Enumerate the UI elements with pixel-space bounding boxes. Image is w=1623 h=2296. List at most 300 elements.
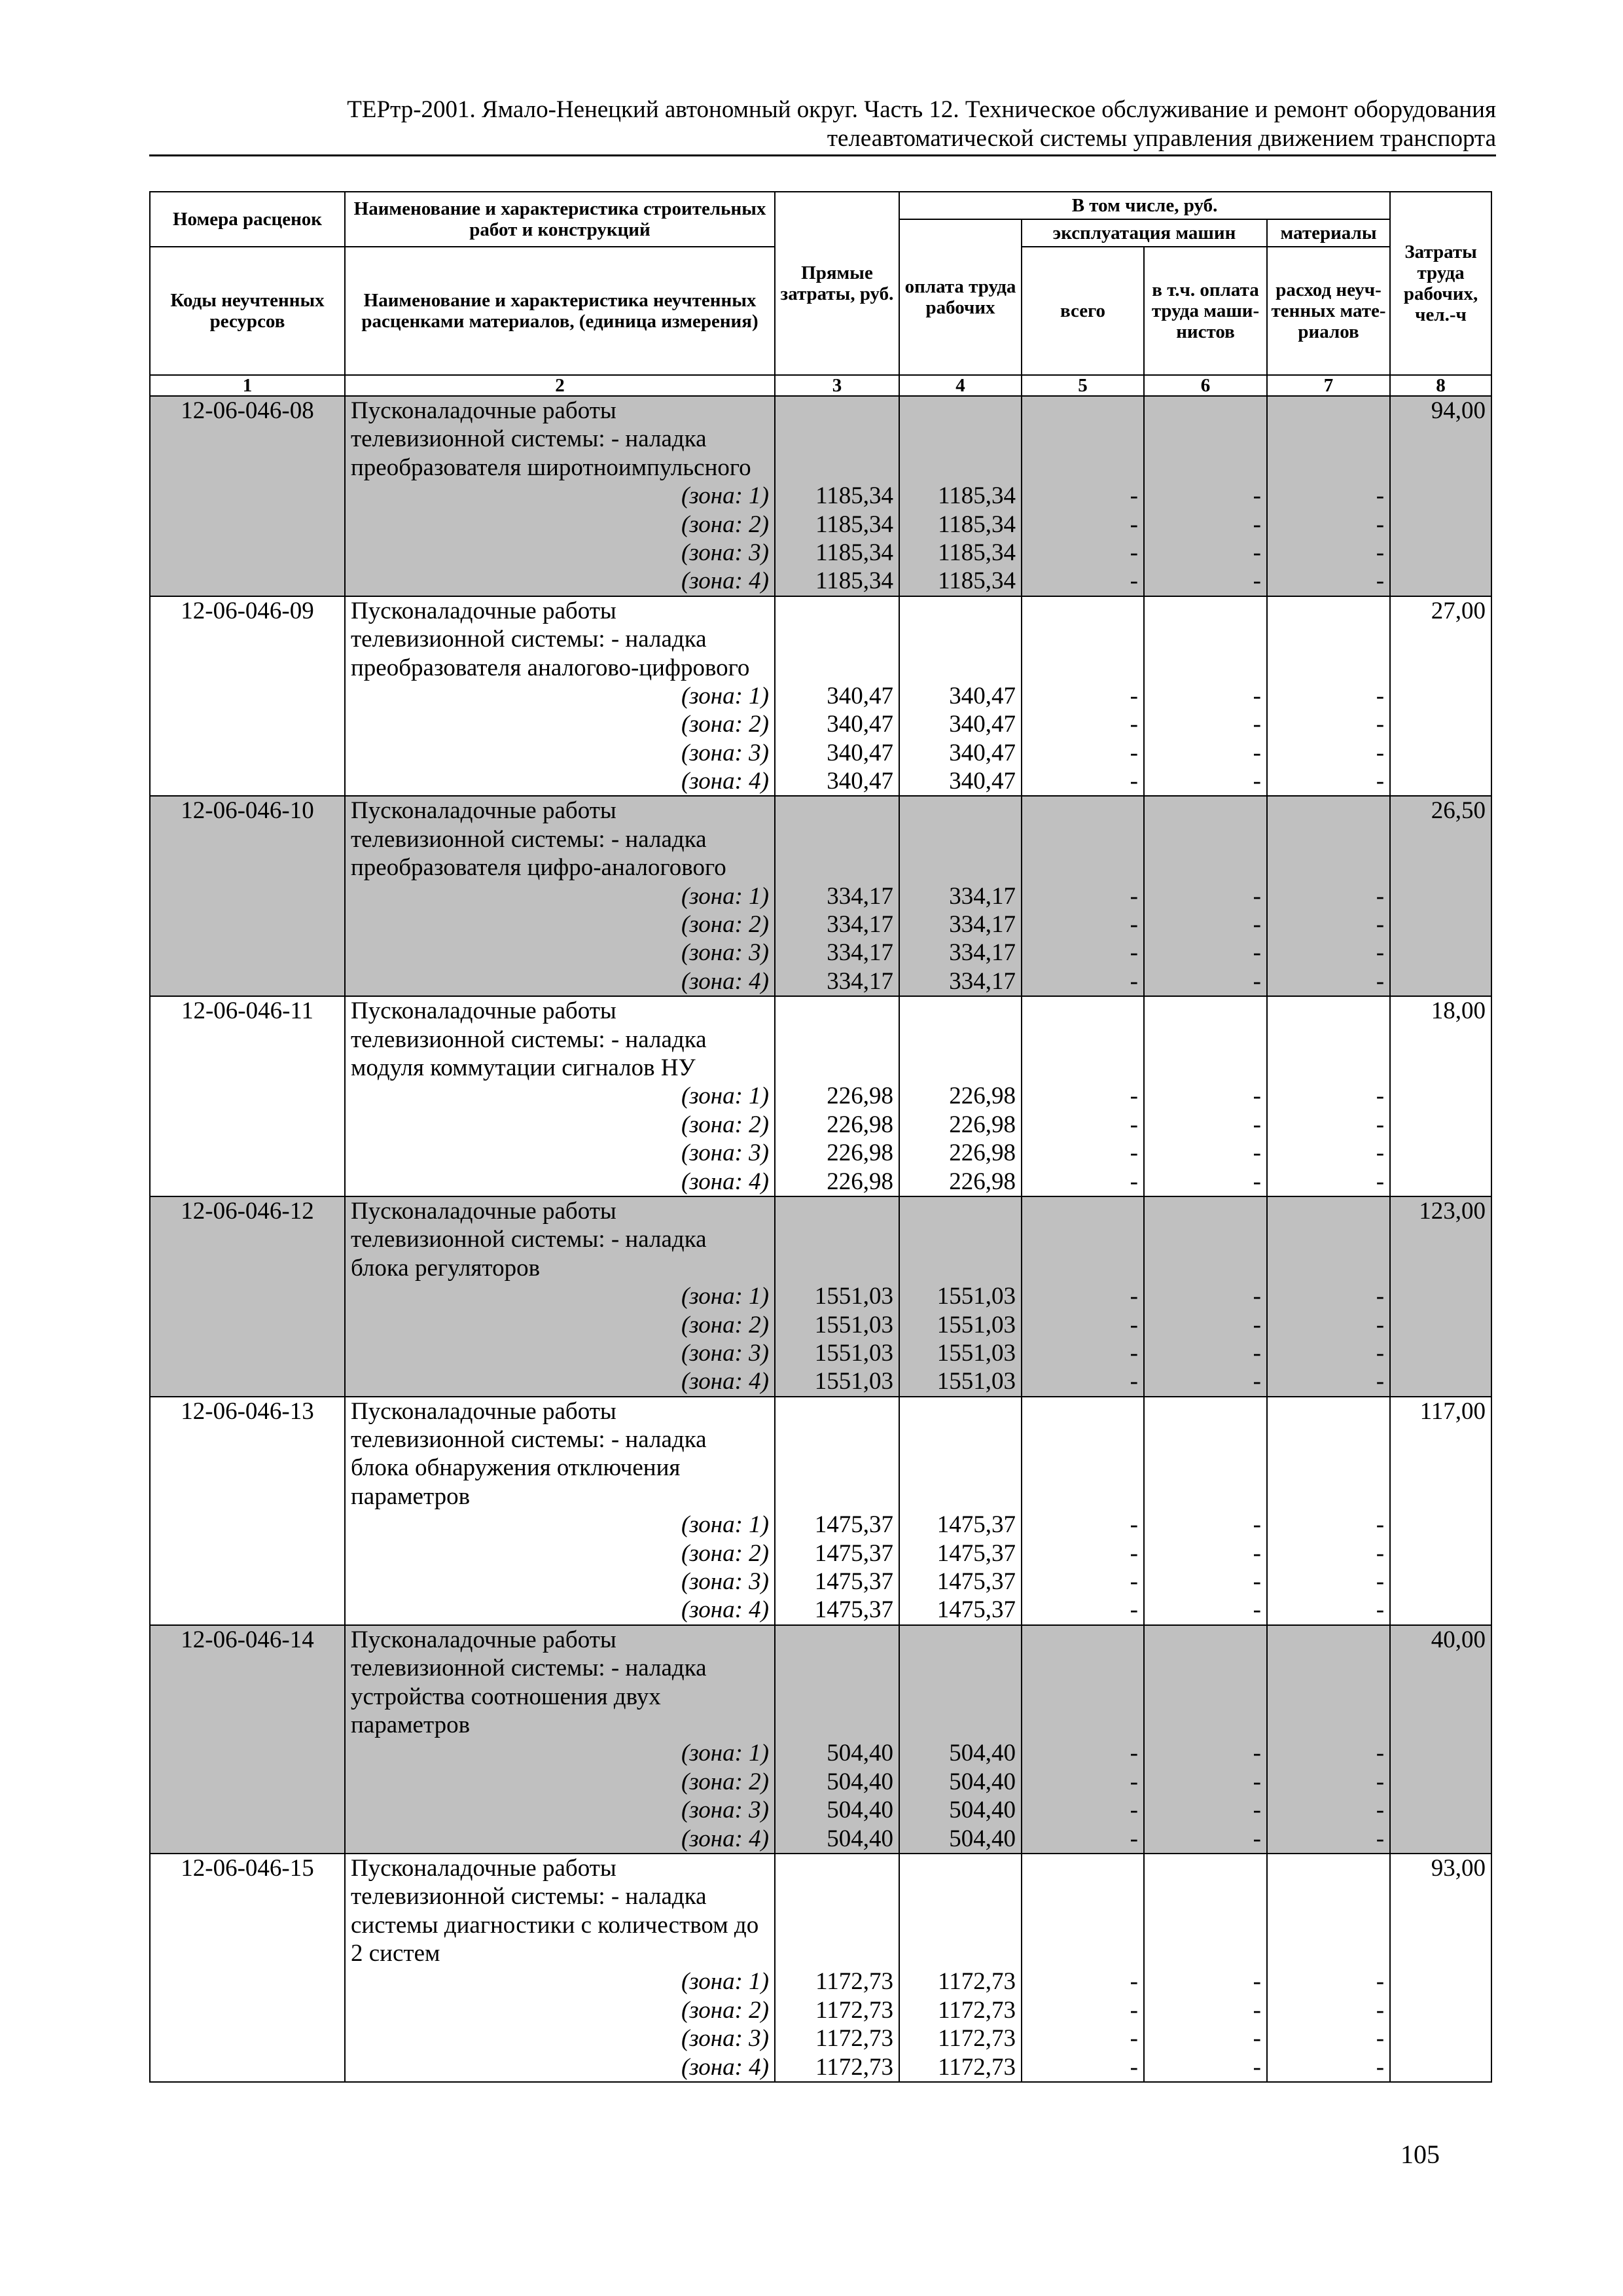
materials-value: -	[1376, 1368, 1385, 1395]
machinist-pay-value: -	[1253, 1311, 1261, 1338]
spacer	[1273, 625, 1384, 653]
header-line-2: телеавтоматической системы управления движением транспорта	[827, 125, 1496, 152]
spacer	[905, 397, 1016, 425]
machine-cost-value: -	[1130, 1996, 1138, 2024]
rate-code: 12-06-046-10	[150, 796, 345, 996]
zone-label: (зона: 1)	[681, 682, 769, 709]
header-unaccounted-materials: расход неуч-тенных мате-риалов	[1267, 247, 1390, 375]
zone-label: (зона: 2)	[681, 511, 769, 538]
direct-cost-value: 504,40	[827, 1768, 893, 1795]
description-line: телевизионной системы: - наладка	[351, 1883, 707, 1910]
spacer	[1273, 1854, 1384, 1882]
direct-cost-value: 334,17	[827, 911, 893, 939]
materials-value: -	[1376, 1596, 1385, 1624]
description-line: Пусконаладочные работы	[351, 1397, 616, 1425]
spacer	[905, 1426, 1016, 1454]
spacer	[1027, 654, 1138, 682]
description-line: преобразователя цифро-аналогового	[351, 854, 726, 882]
direct-cost-value: 226,98	[827, 1139, 893, 1167]
spacer	[1150, 1254, 1261, 1282]
spacer	[905, 1197, 1016, 1225]
spacer	[1273, 1197, 1384, 1225]
spacer	[905, 597, 1016, 625]
machine-cost-values	[1022, 1397, 1144, 1625]
work-description	[345, 596, 775, 797]
spacer	[905, 1939, 1016, 1967]
spacer	[1027, 1026, 1138, 1054]
work-description	[345, 1625, 775, 1854]
machinist-pay-value: -	[1253, 1740, 1261, 1767]
zone-label: (зона: 1)	[681, 1968, 769, 1996]
machine-cost-value: -	[1130, 768, 1138, 795]
spacer	[1027, 1254, 1138, 1282]
materials-value: -	[1376, 1968, 1385, 1996]
machinist-pay-values	[1144, 796, 1267, 996]
worker-pay-value: 1475,37	[936, 1511, 1016, 1539]
direct-cost-value: 1185,34	[815, 511, 893, 538]
worker-pay-values	[899, 1625, 1022, 1854]
description-line: преобразователя аналогово-цифрового	[351, 654, 750, 681]
direct-cost-values	[775, 596, 899, 797]
worker-pay-value: 1551,03	[936, 1311, 1016, 1338]
machine-cost-value: -	[1130, 1797, 1138, 1824]
direct-cost-value: 340,47	[827, 739, 893, 766]
materials-value: -	[1376, 1168, 1385, 1195]
spacer	[1150, 597, 1261, 625]
machine-cost-values	[1022, 1196, 1144, 1397]
spacer	[1273, 597, 1384, 625]
table-row	[150, 396, 1491, 596]
machinist-pay-value: -	[1253, 1339, 1261, 1367]
machine-cost-value: -	[1130, 882, 1138, 910]
table-row	[150, 1854, 1491, 2082]
header-machine-operation: эксплуатация машин	[1022, 219, 1267, 247]
spacer	[781, 797, 893, 825]
zone-label: (зона: 1)	[681, 482, 769, 510]
machine-cost-value: -	[1130, 482, 1138, 510]
zone-label: (зона: 4)	[681, 1168, 769, 1195]
spacer	[781, 1454, 893, 1482]
worker-pay-value: 1475,37	[936, 1596, 1016, 1624]
materials-value: -	[1376, 1539, 1385, 1567]
materials-value: -	[1376, 1511, 1385, 1539]
spacer	[1273, 1711, 1384, 1739]
rate-code: 12-06-046-08	[150, 396, 345, 596]
rate-code: 12-06-046-09	[150, 596, 345, 797]
machine-cost-value: -	[1130, 1539, 1138, 1567]
materials-value: -	[1376, 1111, 1385, 1138]
machinist-pay-value: -	[1253, 1539, 1261, 1567]
spacer	[1150, 1626, 1261, 1654]
zone-label: (зона: 4)	[681, 567, 769, 595]
materials-value: -	[1376, 2025, 1385, 2053]
header-machinist-pay: в т.ч. оплата труда маши-нистов	[1144, 247, 1267, 375]
direct-cost-value: 1475,37	[814, 1511, 893, 1539]
machine-cost-values	[1022, 396, 1144, 596]
machine-cost-value: -	[1130, 511, 1138, 538]
labor-cost-value: 26,50	[1390, 796, 1491, 996]
labor-cost-value: 123,00	[1390, 1196, 1491, 1397]
spacer	[1150, 1482, 1261, 1511]
worker-pay-values	[899, 796, 1022, 996]
spacer	[1150, 1854, 1261, 1882]
materials-values	[1267, 1854, 1390, 2082]
materials-values	[1267, 396, 1390, 596]
machinist-pay-values	[1144, 1196, 1267, 1397]
spacer	[781, 425, 893, 453]
spacer	[1150, 1054, 1261, 1082]
machinist-pay-value: -	[1253, 1996, 1261, 2024]
spacer	[1027, 425, 1138, 453]
materials-values	[1267, 796, 1390, 996]
spacer	[1027, 1054, 1138, 1082]
machine-cost-value: -	[1130, 711, 1138, 738]
rate-code: 12-06-046-12	[150, 1196, 345, 1397]
worker-pay-values	[899, 1397, 1022, 1625]
spacer	[1027, 1683, 1138, 1711]
worker-pay-value: 334,17	[949, 939, 1016, 967]
spacer	[1273, 825, 1384, 853]
materials-value: -	[1376, 567, 1385, 595]
spacer	[1150, 853, 1261, 882]
materials-value: -	[1376, 1083, 1385, 1110]
description-line: параметров	[351, 1482, 471, 1510]
materials-values	[1267, 1397, 1390, 1625]
zone-label: (зона: 1)	[681, 1283, 769, 1310]
spacer	[905, 454, 1016, 482]
spacer	[1027, 1225, 1138, 1253]
description-line: параметров	[351, 1711, 471, 1738]
header-material-name: Наименование и характеристика неучтенных расценками материалов, (единица измерения)	[345, 247, 775, 375]
machinist-pay-values	[1144, 396, 1267, 596]
materials-values	[1267, 1196, 1390, 1397]
machinist-pay-values	[1144, 1854, 1267, 2082]
page-header	[149, 96, 1496, 156]
machinist-pay-value: -	[1253, 567, 1261, 595]
spacer	[1273, 853, 1384, 882]
spacer	[1150, 825, 1261, 853]
direct-cost-value: 1551,03	[814, 1283, 893, 1310]
worker-pay-value: 1475,37	[936, 1539, 1016, 1567]
machine-cost-value: -	[1130, 967, 1138, 995]
direct-cost-value: 1185,34	[815, 482, 893, 510]
worker-pay-value: 504,40	[949, 1825, 1016, 1852]
materials-value: -	[1376, 682, 1385, 709]
direct-cost-value: 334,17	[827, 967, 893, 995]
zone-label: (зона: 2)	[681, 911, 769, 939]
direct-cost-value: 1551,03	[814, 1368, 893, 1395]
worker-pay-value: 226,98	[949, 1111, 1016, 1138]
description-line: Пусконаладочные работы	[351, 797, 616, 825]
spacer	[781, 853, 893, 882]
spacer	[905, 1026, 1016, 1054]
description-line: 2 систем	[351, 1940, 440, 1967]
direct-cost-values	[775, 1196, 899, 1397]
machine-cost-value: -	[1130, 1968, 1138, 1996]
spacer	[781, 454, 893, 482]
spacer	[1150, 1654, 1261, 1682]
description-line: Пусконаладочные работы	[351, 1197, 616, 1225]
machine-cost-value: -	[1130, 739, 1138, 766]
spacer	[905, 997, 1016, 1025]
zone-label: (зона: 3)	[681, 539, 769, 566]
work-description	[345, 1397, 775, 1625]
header-machines-total: всего	[1022, 247, 1144, 375]
spacer	[781, 1426, 893, 1454]
machine-cost-value: -	[1130, 1111, 1138, 1138]
zone-label: (зона: 3)	[681, 1797, 769, 1824]
spacer	[1150, 997, 1261, 1025]
direct-cost-value: 1172,73	[815, 2025, 893, 2053]
materials-value: -	[1376, 939, 1385, 967]
zone-label: (зона: 2)	[681, 1311, 769, 1338]
worker-pay-value: 340,47	[949, 682, 1016, 709]
spacer	[1273, 797, 1384, 825]
spacer	[1273, 1482, 1384, 1511]
worker-pay-value: 334,17	[949, 967, 1016, 995]
worker-pay-value: 1551,03	[936, 1283, 1016, 1310]
zone-label: (зона: 2)	[681, 711, 769, 738]
spacer	[1027, 1939, 1138, 1967]
description-line: блока регуляторов	[351, 1254, 541, 1282]
worker-pay-value: 226,98	[949, 1168, 1016, 1195]
worker-pay-value: 1172,73	[938, 1996, 1016, 2024]
header-resource-codes: Коды неучтенных ресурсов	[150, 247, 345, 375]
table-row	[150, 1397, 1491, 1625]
spacer	[1027, 1454, 1138, 1482]
direct-cost-values	[775, 396, 899, 596]
machine-cost-value: -	[1130, 1596, 1138, 1624]
spacer	[1027, 1482, 1138, 1511]
spacer	[1027, 597, 1138, 625]
machinist-pay-value: -	[1253, 882, 1261, 910]
worker-pay-value: 226,98	[949, 1083, 1016, 1110]
machine-cost-value: -	[1130, 1139, 1138, 1167]
worker-pay-values	[899, 596, 1022, 797]
machinist-pay-value: -	[1253, 1968, 1261, 1996]
worker-pay-value: 1185,34	[938, 511, 1016, 538]
machinist-pay-value: -	[1253, 1083, 1261, 1110]
zone-label: (зона: 3)	[681, 1139, 769, 1167]
worker-pay-value: 334,17	[949, 882, 1016, 910]
zone-label: (зона: 4)	[681, 768, 769, 795]
worker-pay-value: 334,17	[949, 911, 1016, 939]
direct-cost-value: 340,47	[827, 682, 893, 709]
worker-pay-value: 340,47	[949, 768, 1016, 795]
zone-label: (зона: 2)	[681, 1111, 769, 1138]
description-line: устройства соотношения двух	[351, 1683, 661, 1710]
spacer	[781, 825, 893, 853]
machinist-pay-value: -	[1253, 939, 1261, 967]
spacer	[1150, 797, 1261, 825]
worker-pay-value: 340,47	[949, 711, 1016, 738]
machinist-pay-value: -	[1253, 1368, 1261, 1395]
worker-pay-value: 1551,03	[936, 1368, 1016, 1395]
direct-cost-value: 1475,37	[814, 1568, 893, 1596]
direct-cost-value: 1475,37	[814, 1539, 893, 1567]
worker-pay-value: 1172,73	[938, 2053, 1016, 2081]
materials-value: -	[1376, 482, 1385, 510]
machinist-pay-value: -	[1253, 1596, 1261, 1624]
spacer	[1027, 1911, 1138, 1939]
spacer	[781, 1854, 893, 1882]
machinist-pay-value: -	[1253, 682, 1261, 709]
machinist-pay-value: -	[1253, 711, 1261, 738]
spacer	[781, 1054, 893, 1082]
table-row	[150, 996, 1491, 1196]
description-line: системы диагностики с количеством до	[351, 1911, 759, 1939]
machinist-pay-value: -	[1253, 1168, 1261, 1195]
spacer	[1027, 1654, 1138, 1682]
direct-cost-value: 504,40	[827, 1825, 893, 1852]
spacer	[905, 1482, 1016, 1511]
spacer	[781, 1254, 893, 1282]
spacer	[1150, 1426, 1261, 1454]
labor-cost-value: 27,00	[1390, 596, 1491, 797]
spacer	[1150, 1397, 1261, 1426]
spacer	[905, 1711, 1016, 1739]
description-line: телевизионной системы: - наладка	[351, 1026, 707, 1053]
spacer	[905, 1854, 1016, 1882]
description-line: Пусконаладочные работы	[351, 397, 616, 424]
zone-label: (зона: 4)	[681, 1596, 769, 1624]
labor-cost-value: 18,00	[1390, 996, 1491, 1196]
materials-value: -	[1376, 1768, 1385, 1795]
spacer	[781, 397, 893, 425]
labor-cost-value: 40,00	[1390, 1625, 1491, 1854]
table-row	[150, 596, 1491, 797]
machine-cost-value: -	[1130, 1083, 1138, 1110]
machine-cost-value: -	[1130, 1339, 1138, 1367]
header-work-name: Наименование и характеристика строительных работ и конструкций	[345, 192, 775, 247]
description-line: телевизионной системы: - наладка	[351, 1655, 707, 1682]
spacer	[1150, 454, 1261, 482]
worker-pay-value: 1185,34	[938, 539, 1016, 566]
spacer	[1150, 397, 1261, 425]
page-number: 105	[1400, 2140, 1440, 2169]
work-description	[345, 396, 775, 596]
spacer	[905, 1054, 1016, 1082]
spacer	[781, 1197, 893, 1225]
spacer	[781, 1939, 893, 1967]
direct-cost-value: 1172,73	[815, 2053, 893, 2081]
description-line: телевизионной системы: - наладка	[351, 425, 707, 453]
machine-cost-value: -	[1130, 1368, 1138, 1395]
worker-pay-value: 1172,73	[938, 2025, 1016, 2053]
table-row	[150, 796, 1491, 996]
column-number: 6	[1144, 375, 1267, 396]
zone-label: (зона: 4)	[681, 2053, 769, 2081]
spacer	[905, 1683, 1016, 1711]
machine-cost-value: -	[1130, 682, 1138, 709]
spacer	[1273, 1683, 1384, 1711]
machinist-pay-values	[1144, 1625, 1267, 1854]
spacer	[1273, 1026, 1384, 1054]
worker-pay-values	[899, 996, 1022, 1196]
machinist-pay-value: -	[1253, 1111, 1261, 1138]
spacer	[1273, 454, 1384, 482]
column-number: 8	[1390, 375, 1491, 396]
materials-value: -	[1376, 1568, 1385, 1596]
spacer	[1273, 997, 1384, 1025]
spacer	[905, 1654, 1016, 1682]
direct-cost-value: 1172,73	[815, 1996, 893, 2024]
spacer	[1273, 1911, 1384, 1939]
column-number: 1	[150, 375, 345, 396]
spacer	[1027, 1711, 1138, 1739]
zone-label: (зона: 1)	[681, 882, 769, 910]
spacer	[781, 625, 893, 653]
machine-cost-value: -	[1130, 1568, 1138, 1596]
materials-value: -	[1376, 1139, 1385, 1167]
machine-cost-value: -	[1130, 1740, 1138, 1767]
spacer	[1027, 1397, 1138, 1426]
description-line: телевизионной системы: - наладка	[351, 1426, 707, 1454]
spacer	[1027, 454, 1138, 482]
worker-pay-values	[899, 1854, 1022, 2082]
materials-value: -	[1376, 911, 1385, 939]
zone-label: (зона: 4)	[681, 1368, 769, 1395]
worker-pay-value: 504,40	[949, 1768, 1016, 1795]
direct-cost-values	[775, 996, 899, 1196]
direct-cost-values	[775, 796, 899, 996]
spacer	[1150, 1683, 1261, 1711]
header-materials: материалы	[1267, 219, 1390, 247]
zone-label: (зона: 3)	[681, 1339, 769, 1367]
zone-label: (зона: 3)	[681, 939, 769, 967]
direct-cost-values	[775, 1854, 899, 2082]
direct-cost-value: 504,40	[827, 1740, 893, 1767]
spacer	[1273, 1626, 1384, 1654]
spacer	[781, 1683, 893, 1711]
description-line: телевизионной системы: - наладка	[351, 1226, 707, 1253]
materials-value: -	[1376, 1311, 1385, 1338]
machinist-pay-value: -	[1253, 511, 1261, 538]
header-rate-numbers: Номера расценок	[150, 192, 345, 247]
machinist-pay-value: -	[1253, 768, 1261, 795]
direct-cost-value: 504,40	[827, 1797, 893, 1824]
spacer	[1150, 1711, 1261, 1739]
work-description	[345, 1196, 775, 1397]
spacer	[1273, 1054, 1384, 1082]
machinist-pay-value: -	[1253, 2053, 1261, 2081]
spacer	[1027, 1882, 1138, 1910]
machine-cost-values	[1022, 796, 1144, 996]
spacer	[1027, 1626, 1138, 1654]
materials-value: -	[1376, 711, 1385, 738]
direct-cost-value: 226,98	[827, 1168, 893, 1195]
header-including: В том числе, руб.	[899, 192, 1390, 219]
worker-pay-value: 226,98	[949, 1139, 1016, 1167]
zone-label: (зона: 3)	[681, 1568, 769, 1596]
spacer	[1273, 1654, 1384, 1682]
materials-value: -	[1376, 967, 1385, 995]
spacer	[781, 1225, 893, 1253]
zone-label: (зона: 2)	[681, 1539, 769, 1567]
machinist-pay-value: -	[1253, 1797, 1261, 1824]
header-worker-pay: оплата труда рабочих	[899, 219, 1022, 375]
spacer	[905, 1225, 1016, 1253]
direct-cost-value: 340,47	[827, 768, 893, 795]
worker-pay-value: 1185,34	[938, 482, 1016, 510]
spacer	[905, 1882, 1016, 1910]
description-line: модуля коммутации сигналов НУ	[351, 1054, 696, 1081]
zone-label: (зона: 2)	[681, 1996, 769, 2024]
header-direct-costs: Прямые затраты, руб.	[775, 192, 899, 375]
machinist-pay-value: -	[1253, 539, 1261, 566]
materials-value: -	[1376, 511, 1385, 538]
direct-cost-value: 226,98	[827, 1083, 893, 1110]
